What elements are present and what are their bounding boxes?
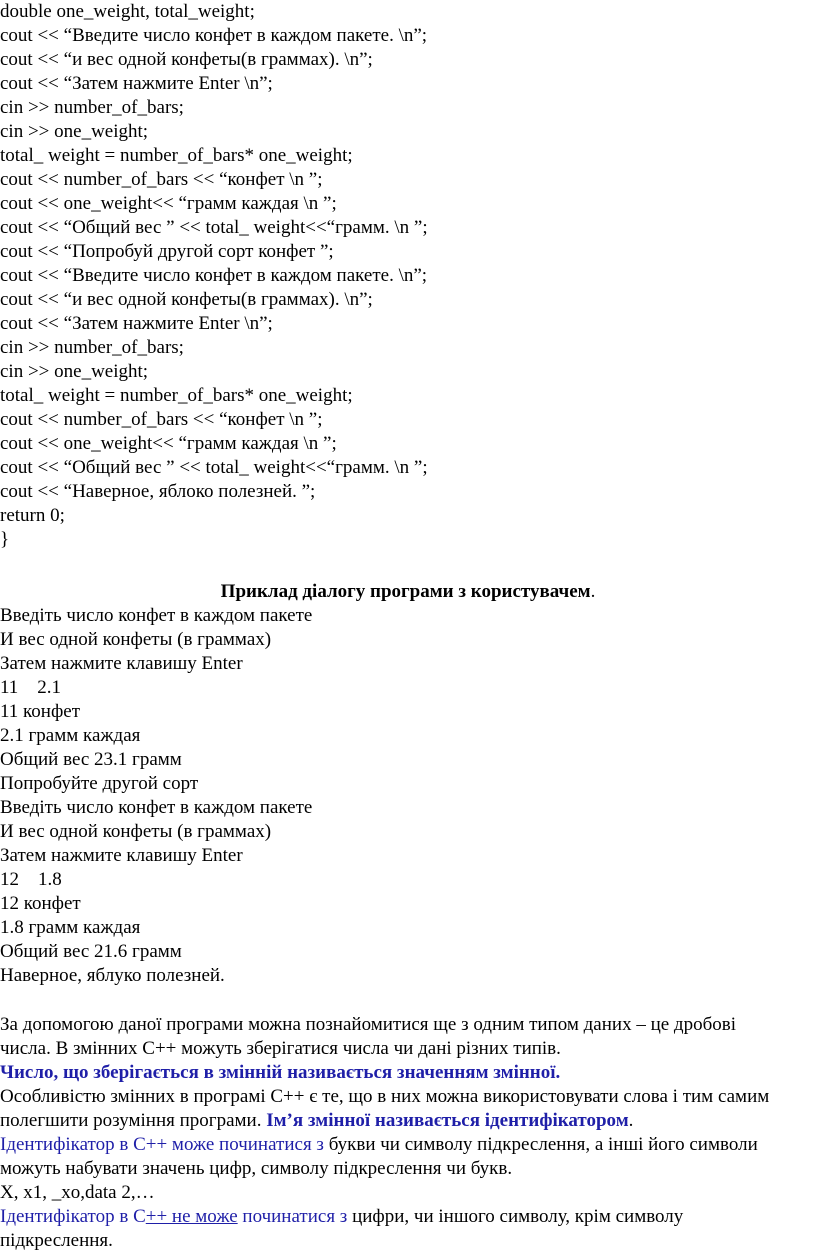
code-line: cin >> one_weight; [0,121,149,142]
code-line: } [0,529,10,550]
dialog-line: Затем нажмите клавишу Enter [0,653,243,674]
code-line: cout << “Наверное, яблоко полезней. ”; [0,481,316,502]
code-listing [0,0,816,552]
dialog-line: 2.1 грамм каждая [0,725,141,746]
dialog-line: 12 1.8 [0,869,62,890]
code-line: total_ weight = number_of_bars* one_weight; [0,385,353,406]
dialog-line: Общий вес 21.6 грамм [0,941,182,962]
rule-cannot-text: цифри, чи іншого символу, крім символу підкреслення. [0,1206,684,1251]
code-line: cin >> number_of_bars; [0,337,184,358]
rule-can-start: Ідентифікатор в С++ може починатися з [0,1134,324,1155]
paragraph-identifier-start [0,1133,790,1181]
rule-can-start-text: букви чи символу підкреслення, а інші його символи можуть набувати значень цифр, символу підкреслення чи букв. [0,1134,758,1179]
paragraph-identifiers [0,1085,790,1133]
identifier-examples: X, x1, _xo,data 2,… [0,1182,155,1203]
dialog-transcript [0,604,816,988]
dialog-line: 12 конфет [0,893,81,914]
dialog-heading-bold: Приклад діалогу програми з користувачем [220,581,591,602]
code-line: cout << “Введите число конфет в каждом пакете. \n”; [0,25,428,46]
identifiers-period: . [628,1110,634,1131]
dialog-heading-period: . [590,581,596,602]
rule-cannot-underlined: ++ не може [145,1206,238,1227]
code-line: cout << one_weight<< “грамм каждая \n ”; [0,433,337,454]
dialog-line: Введіть число конфет в каждом пакете [0,797,313,818]
code-line: cout << “Общий вес ” << total_ weight<<“грамм. \n ”; [0,457,428,478]
code-line: cout << “Затем нажмите Enter \n”; [0,73,273,94]
dialog-line: 11 конфет [0,701,81,722]
dialog-line: Наверное, яблуко полезней. [0,965,225,986]
rule-cannot-start-a: Ідентифікатор в С [0,1206,146,1227]
code-line: cout << one_weight<< “грамм каждая \n ”; [0,193,337,214]
dialog-line: Общий вес 23.1 грамм [0,749,182,770]
dialog-line: 1.8 грамм каждая [0,917,141,938]
dialog-line: И вес одной конфеты (в граммах) [0,629,272,650]
code-line: cout << “Введите число конфет в каждом пакете. \n”; [0,265,428,286]
code-line: cout << “и вес одной конфеты(в граммах). \n”; [0,49,373,70]
identifiers-text: Особливістю змінних в програмі С++ є те, що в них можна використовувати слова і тим самим полегшити розуміння програми. [0,1086,770,1131]
dialog-line: 11 2.1 [0,677,62,698]
definition-identifier: Ім’я змінної називається ідентифікатором [266,1110,629,1131]
rule-cannot-start-b: починатися з [237,1206,348,1227]
paragraph-intro: За допомогою даної програми можна познайомитися ще з одним типом даних – це дробові числа. В змінних С++ можуть зберігатися числа чи дані різних типів. [0,1014,737,1059]
code-line: cout << number_of_bars << “конфет \n ”; [0,169,323,190]
code-line: return 0; [0,505,65,526]
code-line: cout << “Затем нажмите Enter \n”; [0,313,273,334]
dialog-line: И вес одной конфеты (в граммах) [0,821,272,842]
code-line: cout << “Попробуй другой сорт конфет ”; [0,241,334,262]
dialog-line: Попробуйте другой сорт [0,773,199,794]
code-line: cout << “Общий вес ” << total_ weight<<“грамм. \n ”; [0,217,428,238]
definition-variable-value: Число, що зберігається в змінній називається значенням змінної. [0,1062,561,1083]
code-line: cin >> one_weight; [0,361,149,382]
code-line: cout << “и вес одной конфеты(в граммах). \n”; [0,289,373,310]
explanation-text [0,1013,790,1253]
paragraph-identifier-cannot [0,1205,790,1253]
dialog-line: Затем нажмите клавишу Enter [0,845,243,866]
code-line: cin >> number_of_bars; [0,97,184,118]
code-line: double one_weight, total_weight; [0,1,255,22]
code-line: cout << number_of_bars << “конфет \n ”; [0,409,323,430]
code-line: total_ weight = number_of_bars* one_weight; [0,145,353,166]
dialog-line: Введіть число конфет в каждом пакете [0,605,313,626]
dialog-example-heading [0,580,816,604]
